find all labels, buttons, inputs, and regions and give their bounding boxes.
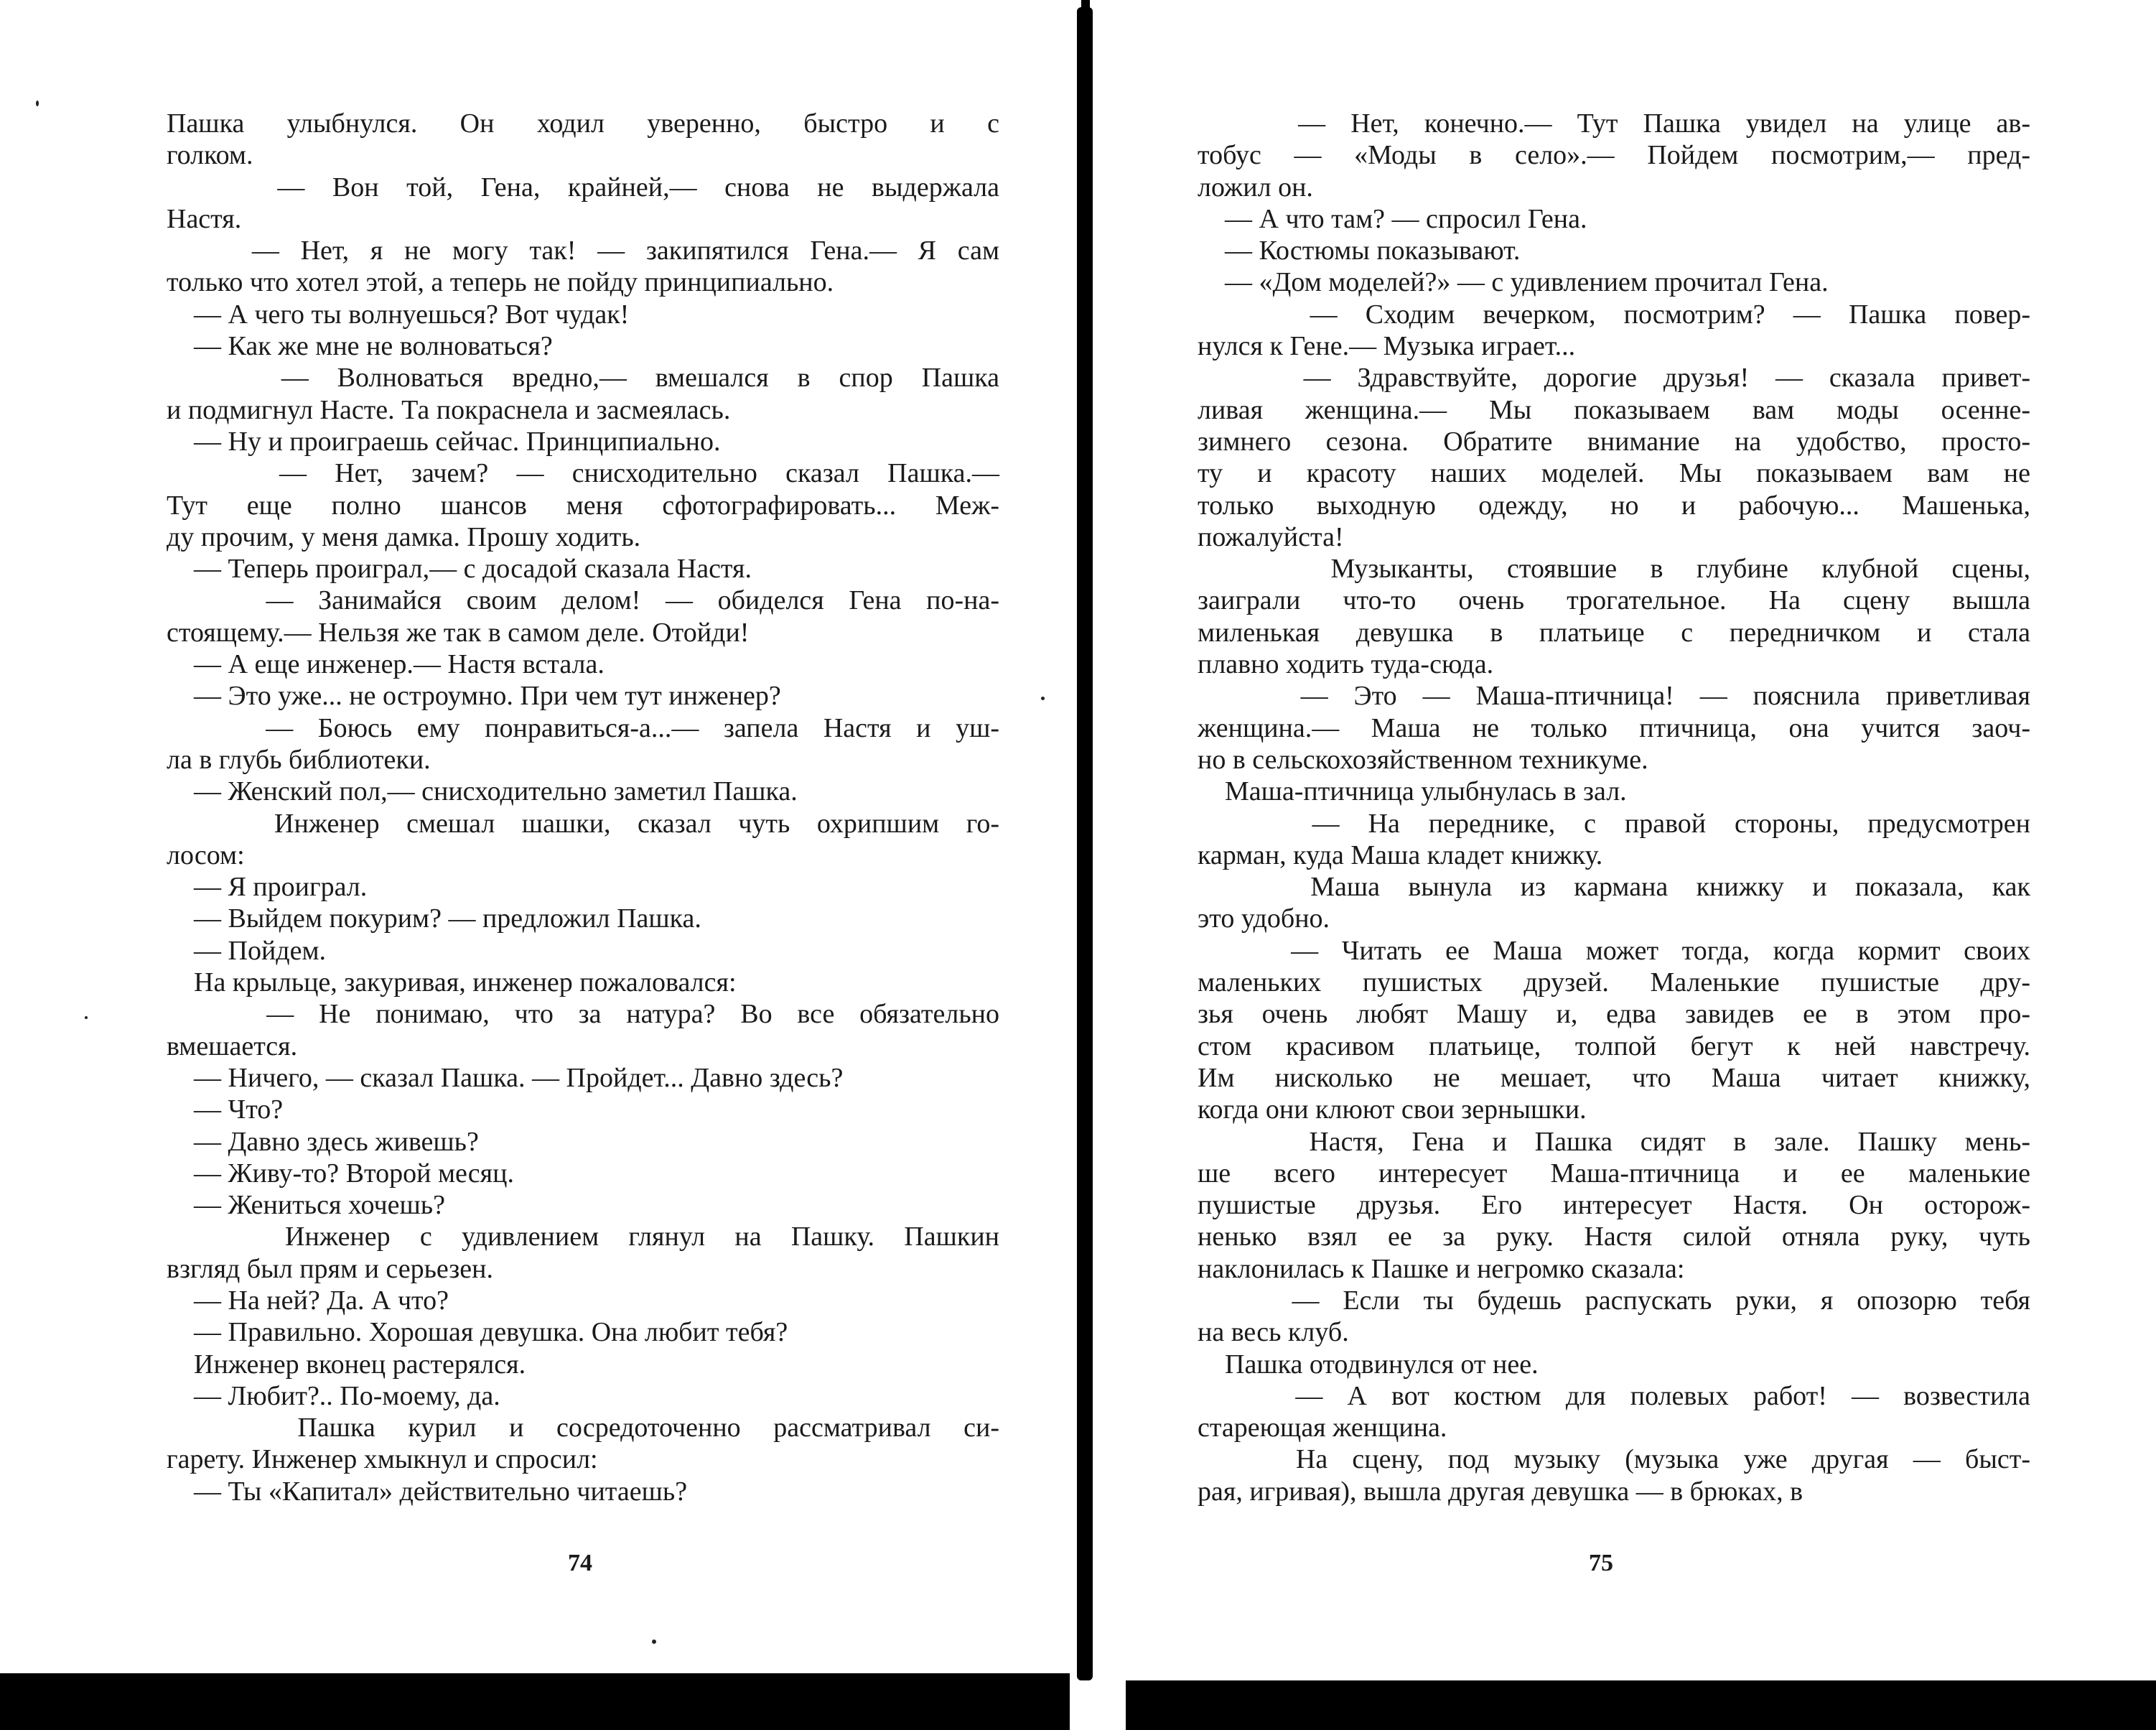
text-line: — Выйдем покурим? — предложил Пашка. xyxy=(167,903,701,934)
text-line: — Ты «Капитал» действительно читаешь? xyxy=(167,1476,688,1507)
text-line: Музыканты, стоявшие в глубине клубной сцены, xyxy=(1198,554,2030,585)
text-line: На сцену, под музыку (музыка уже другая — быст- xyxy=(1198,1444,2030,1475)
scan-speck xyxy=(652,1640,656,1644)
text-line: — Пойдем. xyxy=(167,935,327,966)
text-line: — Женский пол,— снисходительно заметил Пашка. xyxy=(167,776,798,807)
text-line: тобус — «Моды в село».— Пойдем посмотрим,— пред- xyxy=(1198,140,2030,171)
text-line: Пашка отодвинулся от нее. xyxy=(1198,1349,1539,1380)
text-line: — Читать ее Маша может тогда, когда кормит своих xyxy=(1198,935,2030,966)
text-line: — Ничего, — сказал Пашка. — Пройдет... Давно здесь? xyxy=(167,1062,844,1093)
text-line: миленькая девушка в платьице с передничком и стала xyxy=(1198,617,2030,648)
text-line: ду прочим, у меня дамка. Прошу ходить. xyxy=(167,521,641,552)
text-line: когда они клюют свои зернышки. xyxy=(1198,1094,1587,1125)
text-line: — Боюсь ему понравиться-а...— запела Настя и уш- xyxy=(167,712,999,743)
text-line: наклонилась к Пашке и негромко сказала: xyxy=(1198,1253,1685,1284)
text-line: зья очень любят Машу и, едва завидев ее в этом про- xyxy=(1198,999,2030,1030)
text-line: — Нет, зачем? — снисходительно сказал Пашка.— xyxy=(167,458,999,489)
text-line: Пашка улыбнулся. Он ходил уверенно, быстро и с xyxy=(167,108,999,139)
right-page-number: 75 xyxy=(1589,1550,1613,1576)
text-line: — На ней? Да. А что? xyxy=(167,1285,449,1316)
text-line: и подмигнул Насте. Та покраснела и засмеялась. xyxy=(167,394,731,425)
text-line: пушистые друзья. Его интересует Настя. Он осторож- xyxy=(1198,1190,2030,1221)
text-line: — Что? xyxy=(167,1094,284,1125)
text-line: Инженер вконец растерялся. xyxy=(167,1349,526,1380)
left-page-text xyxy=(167,108,999,1507)
text-line: карман, куда Маша кладет книжку. xyxy=(1198,840,1603,870)
scan-speck xyxy=(85,1016,88,1019)
text-line: Им нисколько не мешает, что Маша читает книжку, xyxy=(1198,1062,2030,1093)
text-line: Настя. xyxy=(167,203,242,234)
text-line: нулся к Гене.— Музыка играет... xyxy=(1198,331,1576,362)
text-line: ненько взял ее за руку. Настя силой отняла руку, чуть xyxy=(1198,1222,2030,1252)
text-line: зимнего сезона. Обратите внимание на удобство, просто- xyxy=(1198,426,2030,457)
text-line: — Здравствуйте, дорогие друзья! — сказала привет- xyxy=(1198,363,2030,394)
scan-shadow-bottom-right xyxy=(1126,1680,2156,1730)
text-line: на весь клуб. xyxy=(1198,1317,1349,1348)
text-line: только выходную одежду, но и рабочую... Машенька, xyxy=(1198,490,2030,521)
text-line: — Если ты будешь распускать руки, я опозорю тебя xyxy=(1198,1285,2030,1316)
text-line: — Это — Маша-птичница! — пояснила приветливая xyxy=(1198,681,2030,712)
text-line: — Правильно. Хорошая девушка. Она любит тебя? xyxy=(167,1317,788,1348)
text-line: но в сельскохозяйственном техникуме. xyxy=(1198,744,1648,775)
text-line: — Сходим вечерком, посмотрим? — Пашка повер- xyxy=(1198,299,2030,330)
text-line: — Как же мне не волноваться? xyxy=(167,331,553,362)
text-line: — Нет, конечно.— Тут Пашка увидел на улице ав- xyxy=(1198,108,2030,139)
text-line: Маша-птичница улыбнулась в зал. xyxy=(1198,776,1627,807)
text-line: — Волноваться вредно,— вмешался в спор Пашка xyxy=(167,363,999,394)
text-line: — «Дом моделей?» — с удивлением прочитал Гена. xyxy=(1198,267,1829,298)
text-line: — Живу-то? Второй месяц. xyxy=(167,1158,514,1189)
right-page-text xyxy=(1198,108,2030,1507)
text-line: — Нет, я не могу так! — закипятился Гена.— Я сам xyxy=(167,236,999,266)
text-line: заиграли что-то очень трогательное. На сцену вышла xyxy=(1198,585,2030,616)
scan-speck xyxy=(36,101,39,106)
text-line: ше всего интересует Маша-птичница и ее маленькие xyxy=(1198,1158,2030,1189)
binding-gutter xyxy=(1077,7,1093,1680)
text-line: маленьких пушистых друзей. Маленькие пушистые дру- xyxy=(1198,967,2030,998)
text-line: — Любит?.. По-моему, да. xyxy=(167,1380,500,1411)
scan-shadow-bottom-left xyxy=(0,1673,1070,1730)
text-line: — Вон той, Гена, крайней,— снова не выдержала xyxy=(167,172,999,203)
text-line: Маша вынула из кармана книжку и показала, как xyxy=(1198,872,2030,903)
text-line: — А чего ты волнуешься? Вот чудак! xyxy=(167,299,630,330)
text-line: ложил он. xyxy=(1198,172,1313,203)
text-line: На крыльце, закуривая, инженер пожаловался: xyxy=(167,967,737,998)
text-line: — Это уже... не остроумно. При чем тут инженер? xyxy=(167,681,781,712)
text-line: — Костюмы показывают. xyxy=(1198,236,1521,266)
text-line: Тут еще полно шансов меня сфотографировать... Меж- xyxy=(167,490,999,521)
text-line: стом красивом платьице, толпой бегут к ней навстречу. xyxy=(1198,1031,2030,1061)
text-line: стоящему.— Нельзя же так в самом деле. Отойди! xyxy=(167,617,750,648)
left-page-number: 74 xyxy=(568,1550,592,1576)
text-line: ливая женщина.— Мы показываем вам моды осенне- xyxy=(1198,394,2030,425)
text-line: — Жениться хочешь? xyxy=(167,1190,445,1221)
text-line: — Я проиграл. xyxy=(167,872,368,903)
text-line: только что хотел этой, а теперь не пойду принципиально. xyxy=(167,267,834,298)
text-line: — А еще инженер.— Настя встала. xyxy=(167,649,605,680)
text-line: рая, игривая), вышла другая девушка — в брюках, в xyxy=(1198,1476,1803,1507)
text-line: — Теперь проиграл,— с досадой сказала Настя. xyxy=(167,554,752,585)
text-line: Инженер смешал шашки, сказал чуть охрипшим го- xyxy=(167,808,999,839)
text-line: — На переднике, с правой стороны, предусмотрен xyxy=(1198,808,2030,839)
scan-speck xyxy=(1041,697,1045,700)
text-line: лосом: xyxy=(167,840,245,870)
text-line: — Ну и проиграешь сейчас. Принципиально. xyxy=(167,426,721,457)
text-line: — А что там? — спросил Гена. xyxy=(1198,203,1587,234)
text-line: Настя, Гена и Пашка сидят в зале. Пашку мень- xyxy=(1198,1126,2030,1157)
text-line: ла в глубь библиотеки. xyxy=(167,744,431,775)
text-line: плавно ходить туда-сюда. xyxy=(1198,649,1494,680)
text-line: вмешается. xyxy=(167,1031,298,1061)
text-line: ту и красоту наших моделей. Мы показываем вам не xyxy=(1198,458,2030,489)
text-line: пожалуйста! xyxy=(1198,521,1344,552)
text-line: голком. xyxy=(167,140,253,171)
text-line: это удобно. xyxy=(1198,903,1330,934)
text-line: взгляд был прям и серьезен. xyxy=(167,1253,493,1284)
text-line: Пашка курил и сосредоточенно рассматривал си- xyxy=(167,1413,999,1443)
text-line: — Не понимаю, что за натура? Во все обязательно xyxy=(167,999,999,1030)
text-line: стареющая женщина. xyxy=(1198,1413,1447,1443)
text-line: — Давно здесь живешь? xyxy=(167,1126,479,1157)
text-line: гарету. Инженер хмыкнул и спросил: xyxy=(167,1444,598,1475)
text-line: Инженер с удивлением глянул на Пашку. Пашкин xyxy=(167,1222,999,1252)
text-line: — Занимайся своим делом! — обиделся Гена по-на- xyxy=(167,585,999,616)
text-line: — А вот костюм для полевых работ! — возвестила xyxy=(1198,1380,2030,1411)
text-line: женщина.— Маша не только птичница, она учится заоч- xyxy=(1198,712,2030,743)
